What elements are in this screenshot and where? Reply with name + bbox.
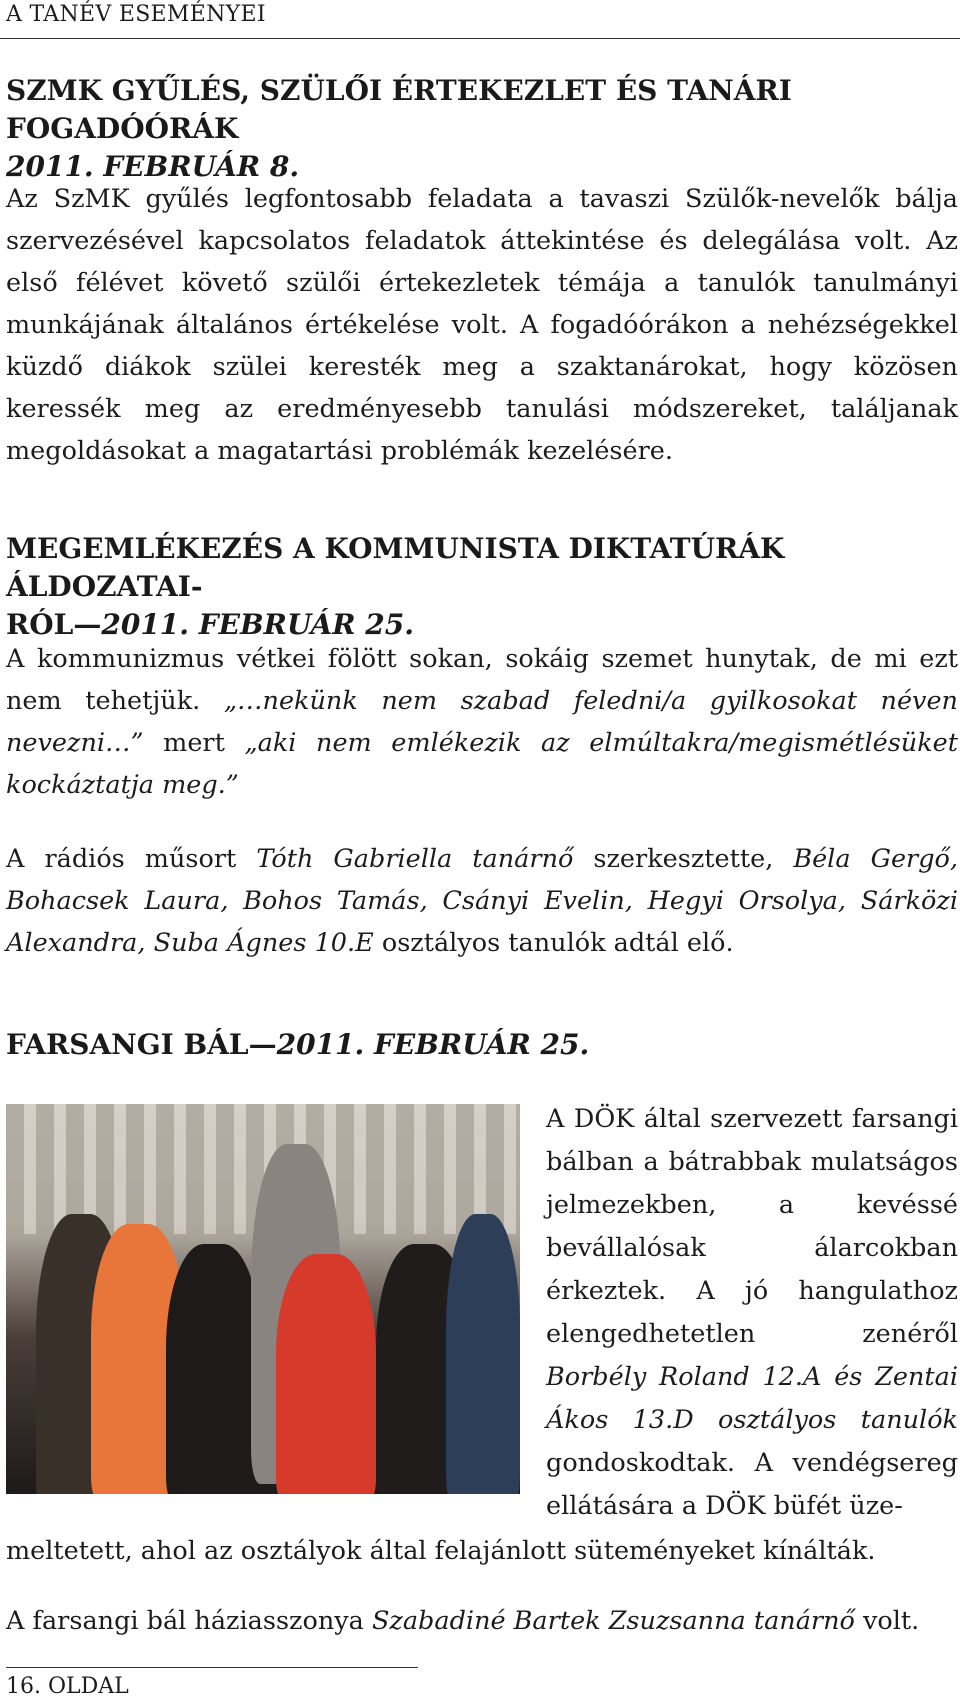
text-run: A farsangi bál háziasszonya bbox=[6, 1606, 372, 1636]
farsang-text-tail: meltetett, ahol az osztályok által felajánlott süteményeket kínálták. bbox=[6, 1536, 876, 1566]
section-title-line2: RÓL bbox=[6, 608, 74, 641]
section-title-line1: MEGEMLÉKEZÉS A KOMMUNISTA DIKTATÚRÁK ÁLDOZATAI- bbox=[6, 532, 785, 603]
photo-figure bbox=[276, 1254, 376, 1494]
text-run: osztályos tanulók adtál elő. bbox=[373, 928, 734, 958]
section-heading-szmk bbox=[6, 72, 960, 186]
page-label: OLDAL bbox=[48, 1674, 129, 1699]
text-run: volt. bbox=[854, 1606, 920, 1636]
quote-run: „…nekünk nem szabad feledni/a gyilkosokat néven nevezni…” bbox=[6, 686, 958, 758]
section-date: 2011. FEBRUÁR 25. bbox=[101, 608, 414, 641]
text-run: mert bbox=[143, 728, 245, 758]
dj-names: Borbély Roland 12.A és Zentai Ákos 13.D osztályos tanulók bbox=[546, 1362, 958, 1435]
footer-rule bbox=[6, 1667, 418, 1668]
text-run: A kommunizmus vétkei fölött sokan, sokáig szemet hunytak, de mi ezt nem tehetjük. bbox=[6, 644, 958, 716]
farsang-host-line bbox=[6, 1600, 919, 1642]
photo-figure bbox=[166, 1244, 261, 1494]
carnival-group-photo bbox=[6, 1104, 520, 1494]
photo-figure bbox=[446, 1214, 520, 1494]
section-body-kommunizmus bbox=[6, 638, 958, 806]
running-title: A TANÉV ESEMÉNYEI bbox=[6, 2, 266, 27]
section-title: SZMK GYŰLÉS, SZÜLŐI ÉRTEKEZLET ÉS TANÁRI FOGADÓÓRÁK bbox=[6, 74, 792, 145]
section-heading-farsang bbox=[6, 1026, 589, 1064]
title-dash: — bbox=[73, 608, 102, 641]
running-header bbox=[0, 0, 960, 39]
text-run: A DÖK által szervezett farsangi bálban a bátrabbak mulatságos jelmezekben, a kevéssé bevállalósak álarcokban érkeztek. A jó hangulathoz elengedhetetlen zenéről bbox=[546, 1104, 958, 1349]
section-date: 2011. FEBRUÁR 25. bbox=[276, 1028, 590, 1061]
section-heading-megemlekezes bbox=[6, 530, 960, 644]
farsang-text-column bbox=[546, 1098, 958, 1528]
page-footer bbox=[6, 1674, 129, 1699]
page-number: 16. bbox=[6, 1674, 41, 1699]
section-body-radio bbox=[6, 838, 958, 964]
text-run: A rádiós műsort bbox=[6, 844, 257, 874]
quote-run: „aki nem emlékezik az elmúltakra/megismétlésüket kockáztatja meg.” bbox=[6, 728, 959, 800]
section-body-szmk: Az SzMK gyűlés legfontosabb feladata a tavaszi Szülők-nevelők bálja szervezésével kapcsolatos feladatok áttekintése és delegálása volt. Az első félévet követő szülői értekezletek témája a tanulók tanulmányi munkájának általános értékelése volt. A fogadóórákon a nehézségekkel küzdő diákok szülei keresték meg a szaktanárokat, hogy közösen keressék meg az eredményesebb tanulási módszereket, találjanak megoldásokat a magatartási problémák kezelésére. bbox=[6, 184, 958, 466]
text-run: gondoskodtak. A vendégsereg ellátására a DÖK büfét üze- bbox=[546, 1448, 958, 1521]
section-title: FARSANGI BÁL bbox=[6, 1028, 249, 1061]
host-name: Szabadiné Bartek Zsuzsanna tanárnő bbox=[371, 1606, 855, 1636]
section-date: 2011. FEBRUÁR 8. bbox=[6, 150, 300, 183]
text-run: szerkesztette, bbox=[573, 844, 794, 874]
title-dash: — bbox=[248, 1028, 277, 1061]
teacher-name: Tóth Gabriella tanárnő bbox=[256, 844, 574, 874]
student-names: Béla Gergő, Bohacsek Laura, Bohos Tamás, Csányi Evelin, Hegyi Orsolya, Sárközi Alexandra, Suba Ágnes 10.E bbox=[6, 844, 959, 958]
